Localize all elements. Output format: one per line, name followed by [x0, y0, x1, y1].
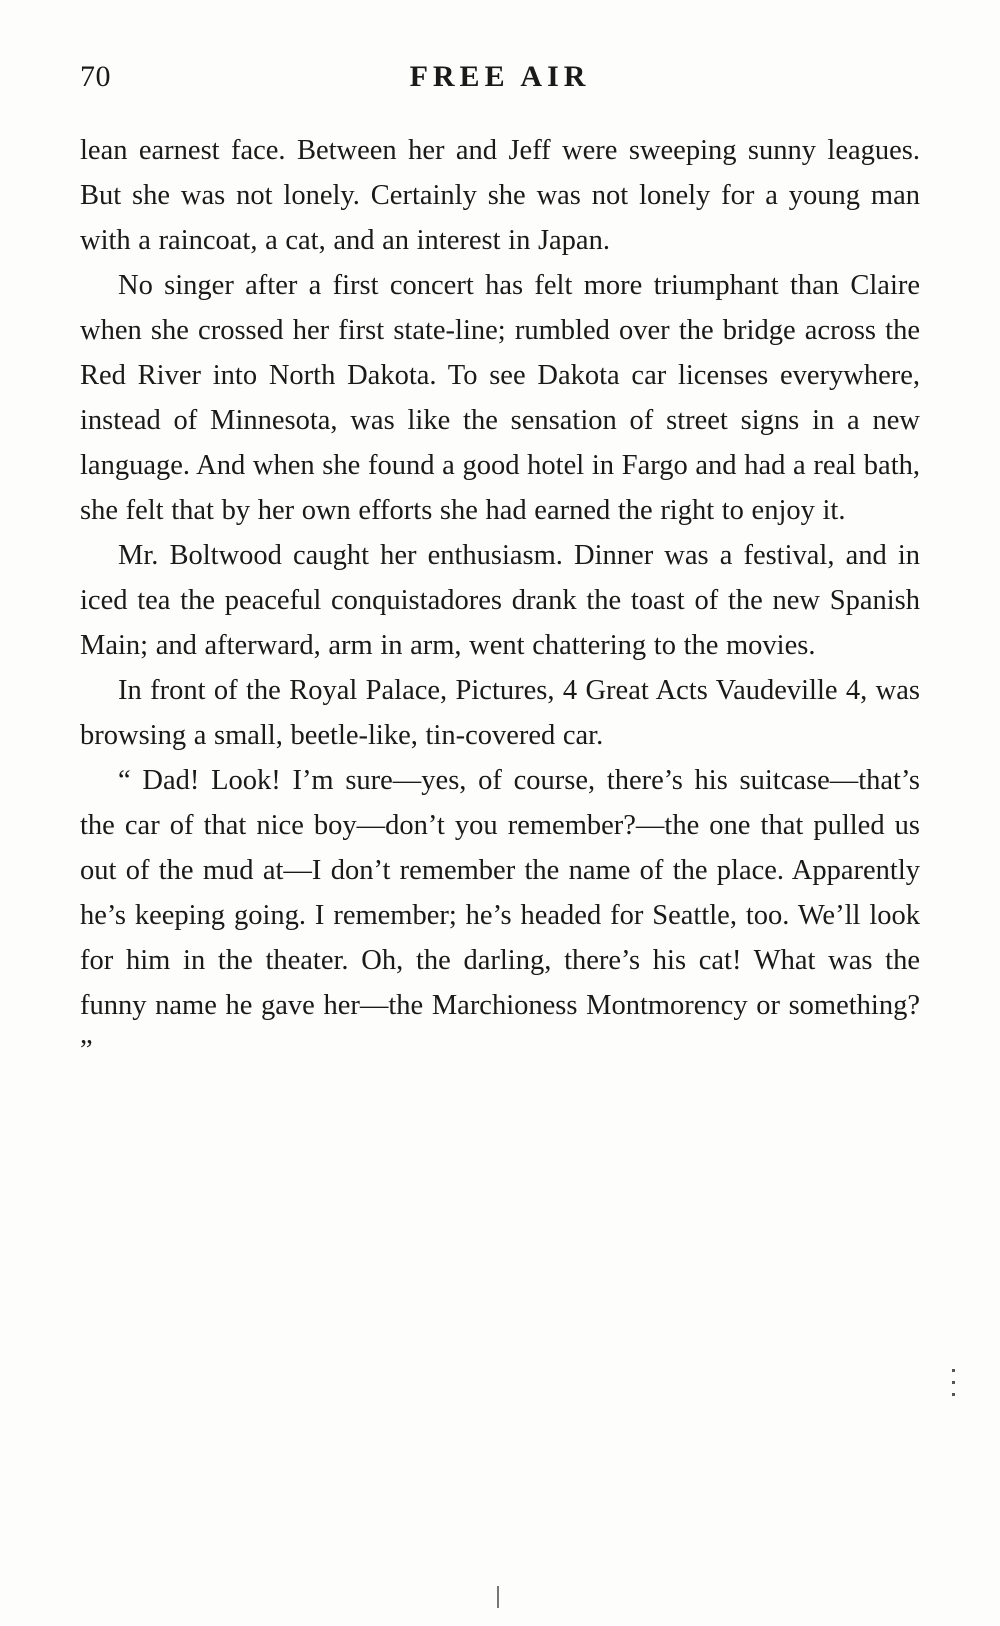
paragraph-2: No singer after a first concert has felt more triumphant than Claire when she crossed her first state-line; rumbled over the bridge across the Red River into North Dakota. To see Dakota car licenses everywhere, instead of Minnesota, was like the sensation of street signs in a new language. And when she found a good hotel in Fargo and had a real bath, she felt that by her own efforts she had earned the right to enjoy it.	[80, 270, 920, 526]
paragraph-1: lean earnest face. Between her and Jeff were sweeping sunny leagues. But she was not lonely. Certainly she was not lonely for a young man with a raincoat, a cat, and an interest in Japan.	[80, 135, 920, 256]
edge-mark-dot	[952, 1369, 955, 1372]
bottom-registration-mark	[497, 1586, 499, 1608]
page-number: 70	[80, 60, 111, 93]
page-edge-marks	[952, 1360, 960, 1440]
page-header	[80, 60, 920, 104]
running-title: FREE AIR	[409, 60, 591, 93]
edge-mark-dot	[952, 1381, 955, 1384]
body-text	[80, 128, 920, 1073]
paragraph-4: In front of the Royal Palace, Pictures, 4 Great Acts Vaudeville 4, was browsing a small, beetle-like, tin-covered car.	[80, 675, 920, 751]
paragraph-3: Mr. Boltwood caught her enthusiasm. Dinner was a festival, and in iced tea the peaceful conquistadores drank the toast of the new Spanish Main; and afterward, arm in arm, went chattering to the movies.	[80, 540, 920, 661]
paragraph-5: “ Dad! Look! I’m sure—yes, of course, there’s his suitcase—that’s the car of that nice boy—don’t you remember?—the one that pulled us out of the mud at—I don’t remember the name of the place. Apparently he’s keeping going. I remember; he’s headed for Seattle, too. We’ll look for him in the theater. Oh, the darling, there’s his cat! What was the funny name he gave her—the Marchioness Montmorency or something? ”	[80, 765, 920, 1066]
edge-mark-dot	[952, 1393, 955, 1396]
